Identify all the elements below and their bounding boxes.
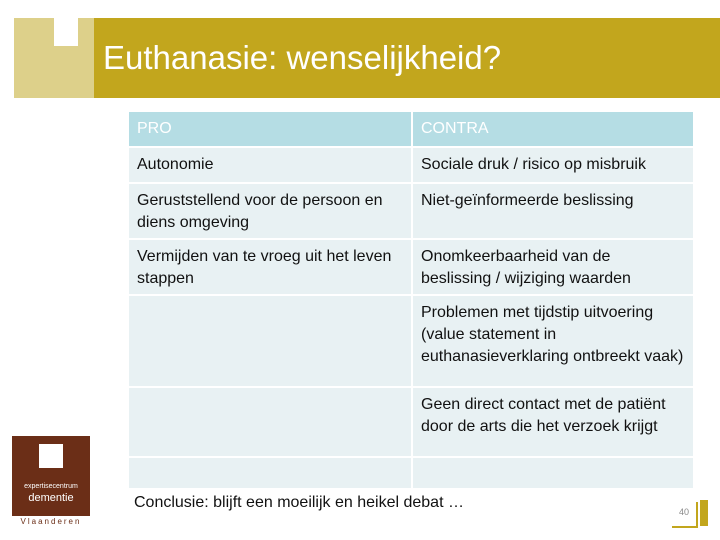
title-notch [54,18,78,46]
pro-cell [129,388,411,456]
pro-cell [129,296,411,386]
header-pro: PRO [129,112,411,146]
pro-cell: Geruststellend voor de persoon en diens omgeving [129,184,411,238]
expertisecentrum-logo [12,436,90,516]
table-row [129,240,693,294]
contra-cell: Geen direct contact met de patiënt door de arts die het verzoek krijgt [413,388,693,456]
pro-cell: Autonomie [129,148,411,182]
contra-cell: Sociale druk / risico op misbruik [413,148,693,182]
table-row [129,388,693,456]
table-row [129,148,693,182]
table-row [129,184,693,238]
table-header-row [129,112,693,146]
contra-cell [413,458,693,488]
contra-cell: Problemen met tijdstip uitvoering (value statement in euthanasieverklaring ontbreekt vaak) [413,296,693,386]
slide-title: Euthanasie: wenselijkheid? [103,39,502,76]
header-contra: CONTRA [413,112,693,146]
logo-line-3: Vlaanderen [20,517,82,526]
logo-line-1: expertisecentrum [24,483,78,490]
page-number: 40 [678,507,689,517]
contra-cell: Onomkeerbaarheid van de beslissing / wijziging waarden [413,240,693,294]
logo-square-icon [39,444,63,468]
table-row [129,296,693,386]
page-number-bar [700,500,708,526]
pro-cell: Vermijden van te vroeg uit het leven stappen [129,240,411,294]
pro-contra-table [127,110,695,490]
table-row [129,458,693,488]
pro-cell [129,458,411,488]
contra-cell: Niet-geïnformeerde beslissing [413,184,693,238]
conclusion-text: Conclusie: blijft een moeilijk en heikel debat … [134,494,464,511]
logo-line-2: dementie [28,492,74,504]
